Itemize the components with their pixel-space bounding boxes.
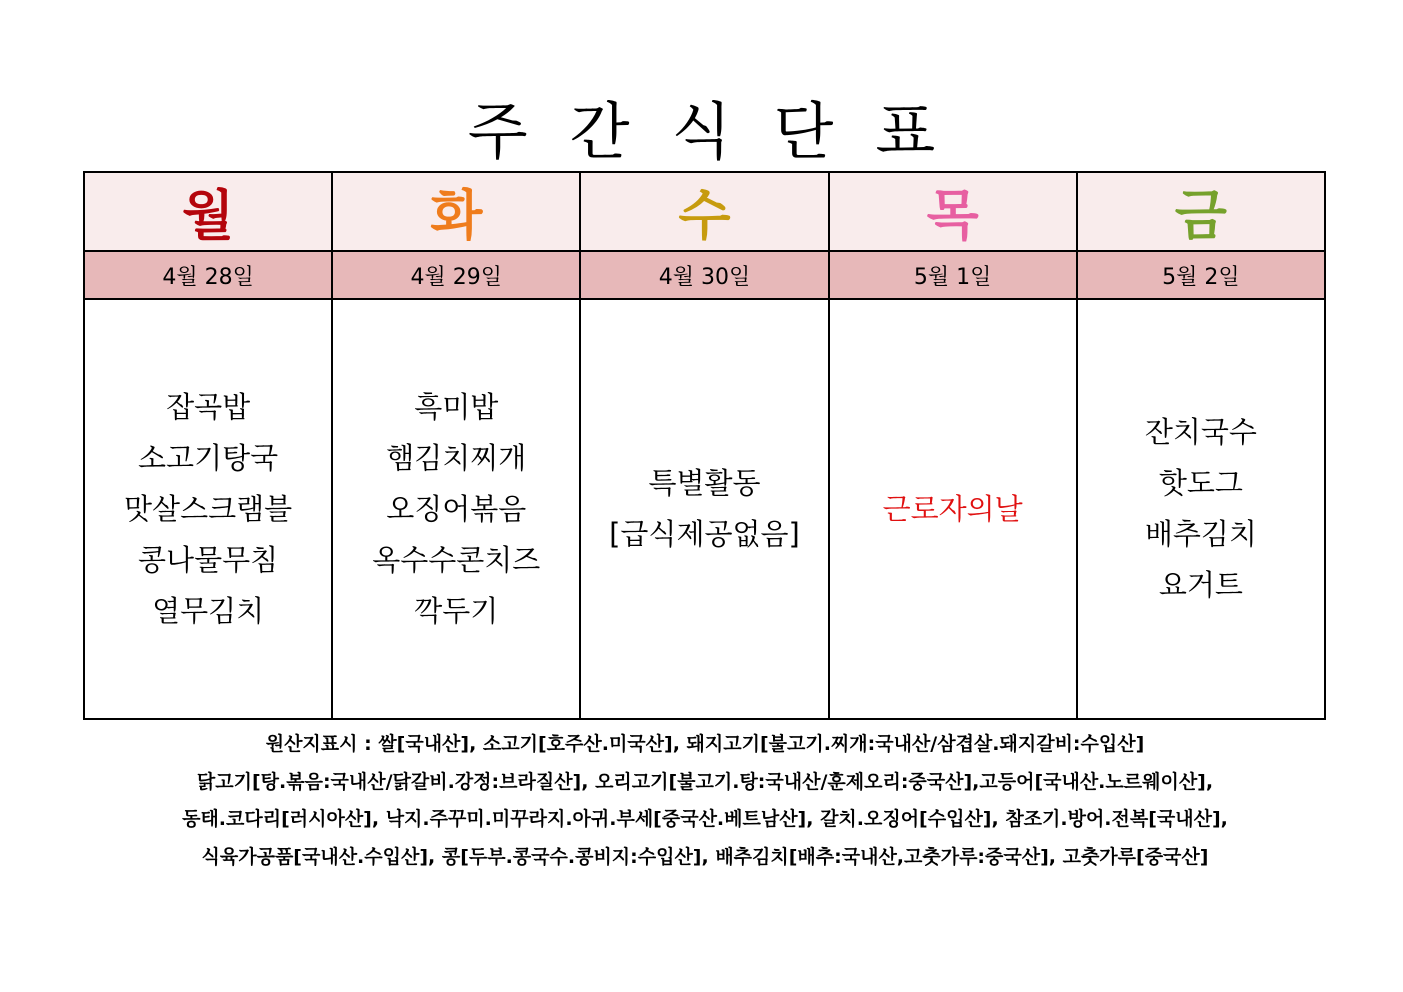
meal-item: 핫도그	[1158, 466, 1243, 500]
meal-item: 잔치국수	[1144, 415, 1257, 449]
meal-item: 열무김치	[152, 593, 265, 628]
meal-item: 오징어볶음	[386, 491, 527, 526]
meal-list	[581, 458, 827, 560]
meal-list	[830, 484, 1076, 535]
meal-list	[85, 382, 331, 637]
date-cell: 4월 28일	[84, 251, 332, 299]
meal-item: 잡곡밥	[166, 389, 251, 424]
origin-note-line: 원산지표시 : 쌀[국내산], 소고기[호주산.미국산], 돼지고기[불고기.찌개:국내산/삼겹살.돼지갈비:수입산]	[265, 733, 1145, 755]
meal-cell	[829, 299, 1077, 719]
meal-list	[333, 382, 579, 637]
meal-item: 맛살스크램블	[124, 491, 293, 526]
day-header: 월	[84, 172, 332, 251]
page-title: 주간식단표	[467, 95, 978, 168]
day-header: 금	[1077, 172, 1325, 251]
meal-cell	[332, 299, 580, 719]
meal-item: 요거트	[1158, 568, 1243, 602]
meal-item: 콩나물무침	[138, 542, 279, 577]
meal-item: 소고기탕국	[138, 440, 279, 475]
weekday-row	[84, 172, 1325, 251]
meal-cell	[1077, 299, 1325, 719]
meal-item: 옥수수콘치즈	[372, 542, 541, 577]
origin-note-line: 동태.코다리[러시아산], 낙지.주꾸미.미꾸라지.아귀.부세[중국산.베트남산], 갈치.오징어[수입산], 참조기.방어.전복[국내산],	[182, 808, 1228, 830]
meal-item: 깍두기	[414, 593, 499, 628]
meal-item: 배추김치	[1144, 517, 1257, 551]
meal-item: 특별활동	[648, 466, 761, 500]
meal-cell	[580, 299, 828, 719]
day-header: 화	[332, 172, 580, 251]
weekly-menu-table	[83, 171, 1326, 720]
meal-item: 근로자의날	[882, 491, 1023, 526]
meal-cell	[84, 299, 332, 719]
date-row	[84, 251, 1325, 299]
meal-list	[1078, 407, 1324, 611]
meal-item: [급식제공없음]	[609, 517, 800, 551]
date-cell: 5월 1일	[829, 251, 1077, 299]
origin-notes	[70, 726, 1340, 876]
meal-item: 흑미밥	[414, 389, 499, 424]
origin-note-line: 식육가공품[국내산.수입산], 콩[두부.콩국수.콩비지:수입산], 배추김치[배추:국내산,고춧가루:중국산], 고춧가루[중국산]	[201, 845, 1209, 868]
meals-row	[84, 299, 1325, 719]
day-header: 수	[580, 172, 828, 251]
date-cell: 5월 2일	[1077, 251, 1325, 299]
date-cell: 4월 30일	[580, 251, 828, 299]
origin-note-line: 닭고기[탕.볶음:국내산/닭갈비.강정:브라질산], 오리고기[불고기.탕:국내산/훈제오리:중국산],고등어[국내산.노르웨이산],	[196, 770, 1214, 793]
day-header: 목	[829, 172, 1077, 251]
date-cell: 4월 29일	[332, 251, 580, 299]
meal-item: 햄김치찌개	[386, 440, 527, 475]
